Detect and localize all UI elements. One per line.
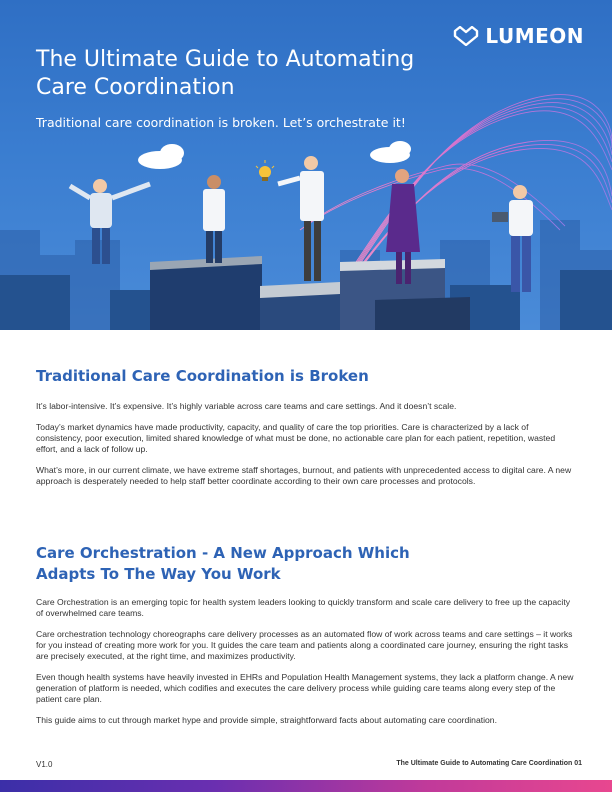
- figure-5: [492, 185, 533, 292]
- paragraph: Today’s market dynamics have made productivity, capacity, and quality of care the top priorities. Care is characterized by a lack of consistency, poor execution, limited shared knowledge of what must be done, no actionable care plan for each patient, repetition, wasted effort, and a lack of follow up.: [36, 422, 556, 454]
- footer-gradient-bar: [0, 780, 612, 792]
- figure-3: [278, 156, 324, 281]
- hero-banner: [0, 0, 612, 330]
- page-footer-label: The Ultimate Guide to Automating Care Coordination 01: [396, 760, 582, 767]
- paragraph: It’s labor-intensive. It’s expensive. It’s highly variable across care teams and care settings. And it doesn’t scale.: [36, 401, 457, 411]
- version-label: V1.0: [36, 760, 53, 769]
- cloud-icon: [138, 141, 411, 169]
- paragraph: Care orchestration technology choreographs care delivery processes as an automated flow of work across teams and care settings – it works for you instead of creating more work for you. It guides the care team and patients along a coordinated care journey, ensuring the right tasks are precisely executed, at the right time, and maximizes productivity.: [36, 629, 573, 661]
- paragraph: Even though health systems have heavily invested in EHRs and Population Health Management systems, they lack a platform change. A new generation of platform is needed, which codifies and executes the care delivery process while guiding care teams along every step of the patient care plan.: [36, 672, 574, 704]
- page-title: The Ultimate Guide to Automating Care Coordination: [36, 47, 415, 100]
- section-heading: Care Orchestration - A New Approach Which Adapts To The Way You Work: [36, 544, 410, 583]
- lightbulb-icon: [256, 160, 274, 181]
- brand-name: LUMEON: [485, 24, 584, 48]
- lumeon-logo-icon: [453, 26, 479, 46]
- paragraph: What’s more, in our current climate, we have extreme staff shortages, burnout, and patients with unprecedented access to digital care. A new approach is desperately needed to help staff better coordinate according to their own care processes and protocols.: [36, 465, 572, 486]
- brand-logo[interactable]: [453, 24, 584, 48]
- section-heading: Traditional Care Coordination is Broken: [36, 367, 369, 385]
- paragraph: This guide aims to cut through market hype and provide simple, straightforward facts about automating care coordination.: [36, 715, 497, 725]
- page-subtitle: Traditional care coordination is broken. Let’s orchestrate it!: [36, 115, 406, 130]
- section-broken: [36, 366, 576, 487]
- figure-2: [203, 175, 225, 263]
- paragraph: Care Orchestration is an emerging topic for health system leaders looking to quickly transform and scale care delivery to free up the capacity of overwhelmed care teams.: [36, 597, 571, 618]
- section-orchestration: [36, 543, 576, 726]
